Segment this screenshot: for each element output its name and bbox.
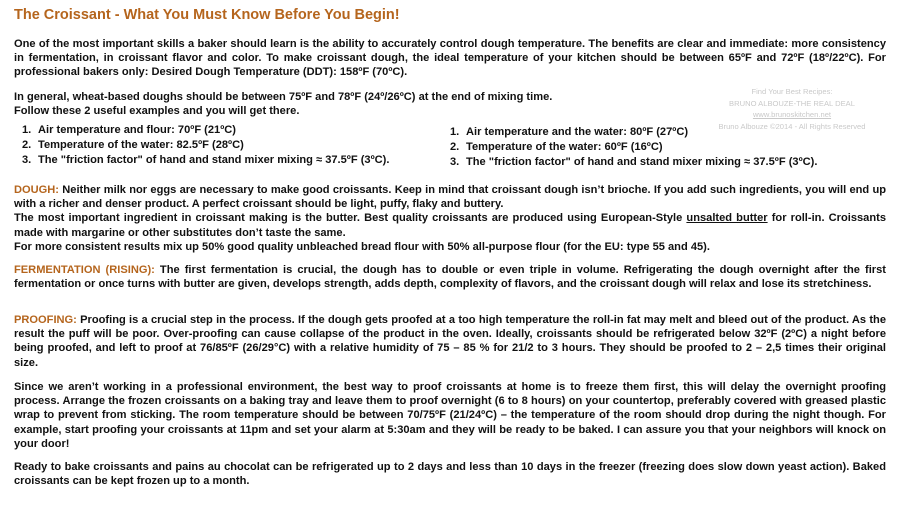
list-item: 2. Temperature of the water: 82.5ºF (28ºC)	[22, 139, 244, 151]
storage-paragraph: Ready to bake croissants and pains au chocolat can be refrigerated up to 2 days and less than 10 days in the freezer (freezing does slow down yeast action). Baked croissants can be kept frozen up to a month.	[14, 461, 886, 488]
page-title: The Croissant - What You Must Know Before You Begin!	[14, 7, 400, 23]
dough-paragraph-1: DOUGH: Neither milk nor eggs are necessary to make good croissants. Keep in mind that croissant dough isn’t brioche. If you add such ingredients, you will end up with a richer and denser product. A perfect croissant should be light, puffy, flaky and buttery.	[14, 184, 886, 211]
dough-paragraph-3: For more consistent results mix up 50% good quality unbleached bread flour with 50% all-purpose flour (for the EU: type 55 and 45).	[14, 240, 710, 253]
general-line-1: In general, wheat-based doughs should be between 75ºF and 78ºF (24º/26ºC) at the end of mixing time.	[14, 91, 553, 103]
unsalted-butter-link: unsalted butter	[686, 212, 768, 225]
proofing-label: PROOFING:	[14, 314, 77, 326]
dough-section	[14, 183, 886, 254]
watermark	[700, 86, 884, 132]
dough-label: DOUGH:	[14, 184, 59, 196]
proofing-section: PROOFING: Proofing is a crucial step in the process. If the dough gets proofed at a too high temperature the roll-in fat may melt and bleed out of the product. As the result the puff will be poor. Over-proofing can cause collapse of the product in the oven. Ideally, croissants should be refrigerated below 32ºF (2ºC) a night before being proofed, and left to proof at 76/85ºF (26/29°C) with a relative humidity of 75 – 85 % for 21/2 to 3 hours. They should be proofed to 2 – 2,5 times their original size.	[14, 314, 886, 369]
list-item: 2. Temperature of the water: 60ºF (16ºC)	[450, 141, 663, 153]
list-item: 1. Air temperature and flour: 70ºF (21ºC)	[22, 124, 236, 136]
fermentation-label: FERMENTATION (RISING):	[14, 264, 155, 276]
watermark-link[interactable]: www.brunoskitchen.net	[752, 110, 832, 120]
watermark-line: Bruno Albouze ©2014 - All Rights Reserved	[718, 121, 866, 131]
home-proofing-paragraph: Since we aren’t working in a professional environment, the best way to proof croissants at home is to freeze them first, this will delay the overnight proofing process. Arrange the frozen croissants on a baking tray and leave them to proof overnight (6 to 8 hours) on your countertop, preferably covered with greased plastic wrap to prevent from sticking. The room temperature should be between 70/75ºF (21/24ºC) – the temperature of the room should drop during the night though. For example, start proofing your croissants at 11pm and set your alarm at 5:30am and they will be ready to be baked. I can assure you that your neighbors will knock on your door!	[14, 381, 886, 450]
dough-paragraph-2: The most important ingredient in croissant making is the butter. Best quality croissants are produced using European-Style unsalted butter for roll-in. Croissants made with margarine or other substitutes don’t taste the same.	[14, 212, 886, 239]
watermark-line: BRUNO ALBOUZE-THE REAL DEAL	[729, 98, 855, 108]
example-list-left	[22, 123, 389, 168]
fermentation-section: FERMENTATION (RISING): The first fermentation is crucial, the dough has to double or even triple in volume. Refrigerating the dough overnight after the first fermentation or once turns with butter are given, develops strength, adds depth, complexity of flavors, and the croissant dough will relax and lose its stretchiness.	[14, 264, 886, 291]
general-line-2: Follow these 2 useful examples and you will get there.	[14, 105, 300, 118]
list-item: 1. Air temperature and the water: 80ºF (27ºC)	[450, 126, 689, 138]
list-item: 3. The "friction factor" of hand and stand mixer mixing ≈ 37.5ºF (3ºC).	[22, 154, 390, 166]
intro-paragraph: One of the most important skills a baker should learn is the ability to accurately control dough temperature. The benefits are clear and immediate: more consistency in fermentation, in croissant flavor and color. To make croissant dough, the ideal temperature of your kitchen should be between 65ºF and 72ºF (18º/22ºC). For professional bakers only: Desired Dough Temperature (DDT): 158ºF (70ºC).	[14, 38, 886, 79]
list-item: 3. The "friction factor" of hand and stand mixer mixing ≈ 37.5ºF (3ºC).	[450, 156, 818, 168]
watermark-line: Find Your Best Recipes:	[751, 87, 833, 96]
